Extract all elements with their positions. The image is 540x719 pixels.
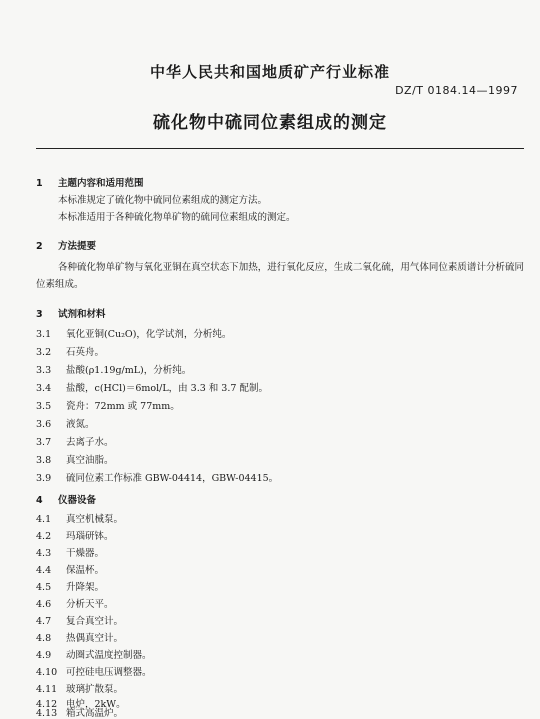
paragraph: 本标准规定了硫化物中硫同位素组成的测定方法。 [58,195,268,206]
list-item [36,579,104,593]
item-number: 4.11 [36,684,58,695]
section-number: 1 [36,178,43,189]
item-text: 瓷舟：72mm 或 77mm。 [66,401,180,412]
item-text: 箱式高温炉。 [66,708,124,719]
item-text: 玛瑙研钵。 [66,531,114,542]
item-number: 4.13 [36,708,58,719]
item-text: 干燥器。 [66,548,105,559]
section-title: 主题内容和适用范围 [58,178,144,189]
list-item [36,562,104,576]
item-text: 分析天平。 [66,599,114,610]
item-number: 4.8 [36,633,52,644]
item-number: 3.1 [36,329,52,340]
item-number: 3.9 [36,473,52,484]
section-number: 2 [36,241,43,252]
section-heading [36,238,96,252]
section-number: 4 [36,495,43,506]
item-number: 3.8 [36,455,52,466]
standard-code: DZ/T 0184.14—1997 [395,84,518,97]
section-title: 方法提要 [58,241,97,252]
list-item [36,681,123,695]
header-rule [36,148,524,149]
item-number: 3.5 [36,401,52,412]
section-title: 仪器设备 [58,495,97,506]
list-item [36,596,114,610]
list-item [36,647,152,661]
item-number: 4.4 [36,565,52,576]
item-number: 4.2 [36,531,52,542]
item-number: 3.3 [36,365,52,376]
item-text: 盐酸(ρ1.19g/mL)，分析纯。 [66,365,192,376]
item-text: 保温杯。 [66,565,105,576]
list-item [36,528,114,542]
section-title: 试剂和材料 [58,309,106,320]
item-text: 动圈式温度控制器。 [66,650,152,661]
list-item [36,630,123,644]
item-text: 氧化亚铜(Cu₂O)，化学试剂，分析纯。 [66,329,232,340]
item-text: 石英舟。 [66,347,105,358]
section-heading [36,175,144,189]
item-text: 硫同位素工作标准 GBW-04414，GBW-04415。 [66,473,279,484]
item-number: 4.10 [36,667,58,678]
list-item [36,398,180,412]
list-item [36,511,123,525]
item-text: 复合真空计。 [66,616,124,627]
item-number: 4.3 [36,548,52,559]
item-number: 3.6 [36,419,52,430]
list-item [36,434,114,448]
section-heading [36,492,96,506]
item-number: 3.4 [36,383,52,394]
item-text: 液氮。 [66,419,95,430]
item-text: 玻璃扩散泵。 [66,684,124,695]
section-body [36,192,524,226]
list-item [36,416,95,430]
item-number: 4.5 [36,582,52,593]
item-text: 升降架。 [66,582,105,593]
list-item [36,545,104,559]
section-number: 3 [36,309,43,320]
item-text: 去离子水。 [66,437,114,448]
item-number: 4.12 [36,699,58,710]
paragraph: 各种硫化物单矿物与氧化亚铜在真空状态下加热，进行氧化反应，生成二氧化硫，用气体同位素质谱计分析硫同位素组成。 [36,262,524,290]
item-text: 电炉，2kW。 [66,699,126,710]
item-number: 4.6 [36,599,52,610]
list-item [36,452,114,466]
item-text: 可控硅电压调整器。 [66,667,152,678]
list-item [36,664,152,678]
list-item [36,362,191,376]
list-item [36,613,123,627]
item-text: 热偶真空计。 [66,633,124,644]
item-number: 4.7 [36,616,52,627]
item-number: 3.2 [36,347,52,358]
section-body [36,259,524,293]
list-item [36,380,268,394]
section-heading [36,306,106,320]
standard-organization: 中华人民共和国地质矿产行业标准 [149,63,390,81]
list-item [36,470,278,484]
item-number: 3.7 [36,437,52,448]
item-text: 真空机械泵。 [66,514,124,525]
item-text: 盐酸，c(HCl)＝6mol/L，由 3.3 和 3.7 配制。 [66,383,268,394]
paragraph: 本标准适用于各种硫化物单矿物的硫同位素组成的测定。 [58,212,296,223]
list-item [36,344,104,358]
item-number: 4.1 [36,514,52,525]
list-item [36,326,231,340]
item-text: 真空油脂。 [66,455,114,466]
document-title: 硫化物中硫同位素组成的测定 [153,113,387,133]
item-number: 4.9 [36,650,52,661]
